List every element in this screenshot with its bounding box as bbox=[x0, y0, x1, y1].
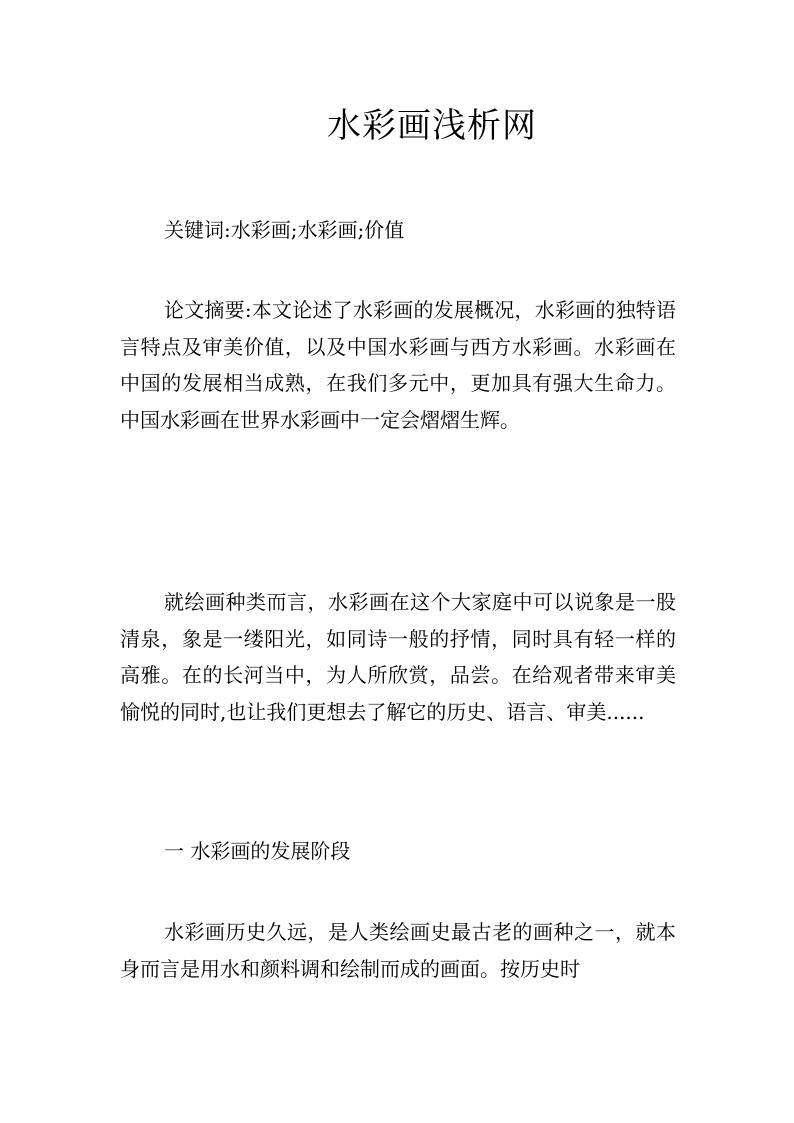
section-heading: 一 水彩画的发展阶段 bbox=[164, 839, 351, 863]
document-title: 水彩画浅析网 bbox=[327, 106, 537, 146]
intro-paragraph: 就绘画种类而言，水彩画在这个大家庭中可以说象是一股清泉，象是一缕阳光，如同诗一般的抒情，同时具有轻一样的高雅。在的长河当中，为人所欣赏，品尝。在给观者带来审美愉悦的同时,也让我们更想去了解它的历史、语言、审美...... bbox=[120, 590, 676, 724]
abstract-paragraph: 论文摘要:本文论述了水彩画的发展概况，水彩画的独特语言特点及审美价值，以及中国水彩画与西方水彩画。水彩画在中国的发展相当成熟，在我们多元中，更加具有强大生命力。中国水彩画在世界水彩画中一定会熠熠生辉。 bbox=[120, 298, 676, 432]
keywords-line: 关键词:水彩画;水彩画;价值 bbox=[164, 218, 405, 242]
section-body-paragraph: 水彩画历史久远，是人类绘画史最古老的画种之一，就本身而言是用水和颜料调和绘制而成的画面。按历史时 bbox=[120, 920, 676, 981]
